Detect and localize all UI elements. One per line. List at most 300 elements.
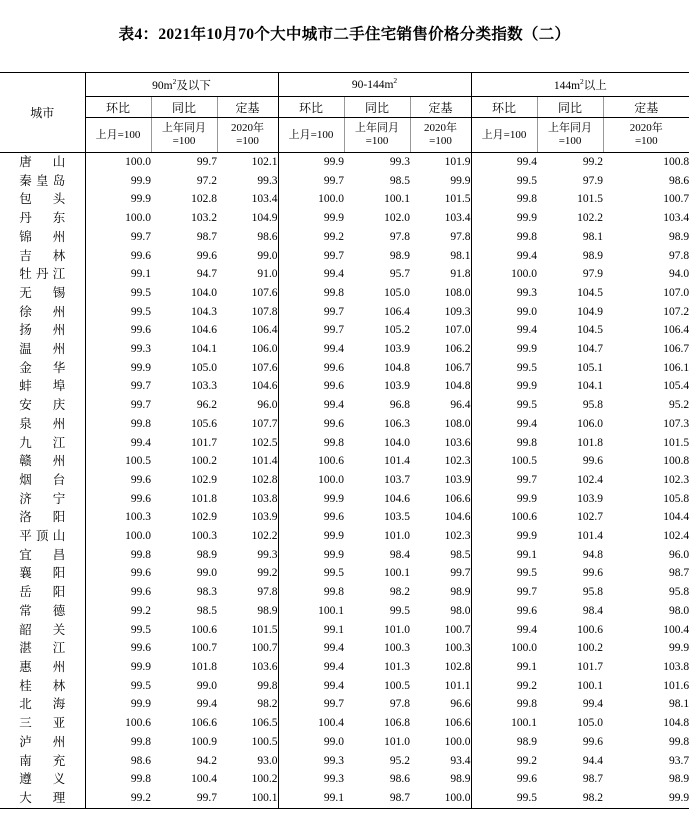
index-value: 106.3 — [384, 417, 411, 430]
index-value: 102.7 — [577, 511, 604, 524]
index-value: 98.7 — [344, 789, 410, 808]
index-value: 100.7 — [663, 193, 689, 206]
city-name-text: 大理 — [19, 789, 66, 805]
index-value: 96.0 — [217, 396, 278, 415]
city-name-text: 金华 — [19, 359, 66, 375]
index-value: 98.4 — [582, 604, 604, 617]
city-name-text: 包头 — [19, 191, 66, 207]
index-value: 101.0 — [384, 623, 411, 636]
base-header — [344, 118, 410, 153]
index-value: 105.4 — [663, 380, 689, 393]
index-value: 100.6 — [125, 717, 151, 730]
index-value: 99.1 — [323, 623, 345, 636]
index-value: 104.5 — [577, 286, 604, 299]
city-name — [0, 789, 85, 808]
index-value: 100.6 — [511, 511, 538, 524]
index-value: 94.2 — [196, 754, 217, 767]
index-value: 98.4 — [389, 548, 411, 561]
index-value: 101.3 — [384, 660, 411, 673]
index-value: 94.0 — [668, 268, 689, 281]
table-row — [0, 247, 689, 266]
index-value: 99.2 — [130, 604, 151, 617]
city-name-text: 三亚 — [19, 715, 66, 731]
index-value: 96.4 — [410, 396, 471, 415]
index-value: 95.7 — [389, 268, 411, 281]
index-value: 102.5 — [217, 434, 278, 453]
index-value: 100.0 — [125, 212, 151, 225]
index-value: 100.2 — [577, 642, 604, 655]
index-value: 99.9 — [516, 212, 538, 225]
city-name-text: 济宁 — [19, 490, 66, 506]
index-value: 100.3 — [384, 642, 411, 655]
table-row — [0, 564, 689, 583]
index-value: 104.4 — [663, 511, 689, 524]
city-name — [0, 321, 85, 340]
index-value: 99.4 — [323, 660, 345, 673]
index-value: 99.9 — [603, 789, 689, 808]
index-value: 98.9 — [196, 548, 217, 561]
base-header-line1: 上月=100 — [481, 128, 527, 141]
index-value: 99.7 — [323, 324, 345, 337]
index-value: 99.9 — [516, 343, 538, 356]
index-value: 102.4 — [577, 473, 604, 486]
index-value: 99.6 — [323, 380, 345, 393]
index-value: 100.3 — [410, 639, 471, 658]
city-name — [0, 658, 85, 677]
index-value: 98.0 — [668, 604, 689, 617]
index-value: 99.8 — [323, 436, 345, 449]
index-value: 103.9 — [577, 492, 604, 505]
index-value: 100.0 — [318, 473, 345, 486]
index-value: 99.4 — [323, 642, 345, 655]
index-value: 100.0 — [410, 789, 471, 808]
index-value: 101.8 — [191, 492, 217, 505]
sub-header: 同比 — [344, 97, 410, 118]
index-value: 99.9 — [130, 174, 151, 187]
index-value: 99.8 — [516, 193, 538, 206]
index-value: 98.1 — [410, 247, 471, 266]
index-value: 102.8 — [191, 193, 217, 206]
index-value: 99.5 — [130, 623, 151, 636]
index-value: 100.2 — [217, 770, 278, 789]
index-value: 100.1 — [511, 717, 538, 730]
index-value: 99.1 — [516, 660, 538, 673]
index-value: 107.0 — [410, 321, 471, 340]
index-value: 105.0 — [191, 361, 217, 374]
index-value: 106.6 — [410, 490, 471, 509]
index-value: 99.2 — [85, 789, 151, 808]
index-value: 102.2 — [217, 527, 278, 546]
index-value: 99.4 — [323, 343, 345, 356]
city-name-text: 牡丹江 — [19, 266, 66, 282]
city-name — [0, 733, 85, 752]
price-index-table — [0, 72, 689, 809]
table-row — [0, 639, 689, 658]
index-value: 99.5 — [130, 305, 151, 318]
index-value: 106.2 — [410, 340, 471, 359]
index-value: 100.7 — [191, 642, 217, 655]
index-value: 104.5 — [577, 324, 604, 337]
index-value: 99.6 — [582, 567, 604, 580]
index-value: 99.5 — [516, 361, 538, 374]
index-value: 99.6 — [130, 473, 151, 486]
index-value: 100.4 — [318, 717, 345, 730]
index-value: 99.6 — [582, 455, 604, 468]
city-name — [0, 434, 85, 453]
index-value: 99.3 — [217, 172, 278, 191]
index-value: 99.1 — [130, 268, 151, 281]
index-value: 106.4 — [663, 324, 689, 337]
base-header-line2: =100 — [172, 135, 196, 147]
sub-header: 同比 — [537, 97, 603, 118]
index-value: 94.4 — [582, 754, 604, 767]
index-value: 99.7 — [323, 698, 345, 711]
index-value: 99.4 — [516, 623, 538, 636]
city-name — [0, 247, 85, 266]
city-name — [0, 546, 85, 565]
table-row — [0, 396, 689, 415]
index-value: 98.6 — [217, 228, 278, 247]
table-row — [0, 471, 689, 490]
index-value: 100.3 — [191, 530, 217, 543]
index-value: 104.0 — [384, 436, 411, 449]
index-value: 99.4 — [130, 436, 151, 449]
index-value: 107.2 — [663, 305, 689, 318]
index-value: 97.8 — [668, 249, 689, 262]
index-value: 99.9 — [516, 492, 538, 505]
table-row — [0, 340, 689, 359]
index-value: 101.4 — [384, 455, 411, 468]
index-value: 99.3 — [516, 286, 538, 299]
index-value: 100.0 — [511, 642, 538, 655]
index-value: 105.8 — [663, 492, 689, 505]
index-value: 104.7 — [577, 343, 604, 356]
table-row — [0, 490, 689, 509]
index-value: 99.2 — [582, 156, 604, 168]
table-row — [0, 752, 689, 771]
city-name — [0, 677, 85, 696]
index-value: 99.7 — [196, 156, 217, 168]
city-name-text: 烟台 — [19, 471, 66, 487]
index-value: 97.9 — [582, 174, 604, 187]
index-value: 99.7 — [130, 230, 151, 243]
city-name-text: 温州 — [19, 341, 66, 357]
city-name — [0, 396, 85, 415]
index-value: 99.6 — [130, 324, 151, 337]
index-value: 104.3 — [191, 305, 217, 318]
table-row — [0, 695, 689, 714]
index-value: 98.9 — [668, 230, 689, 243]
city-column-header: 城市 — [0, 73, 85, 153]
index-value: 99.0 — [196, 567, 217, 580]
index-value: 104.6 — [217, 377, 278, 396]
index-value: 97.8 — [217, 583, 278, 602]
index-value: 103.2 — [191, 212, 217, 225]
index-value: 107.8 — [217, 303, 278, 322]
index-value: 98.9 — [668, 773, 689, 786]
index-value: 102.4 — [663, 530, 689, 543]
base-header-line2: =100 — [558, 135, 582, 147]
city-name — [0, 639, 85, 658]
index-value: 99.8 — [516, 698, 538, 711]
index-value: 106.6 — [191, 717, 217, 730]
index-value: 100.1 — [577, 679, 604, 692]
index-value: 99.5 — [389, 604, 411, 617]
index-value: 106.1 — [663, 361, 689, 374]
index-value: 99.3 — [130, 343, 151, 356]
index-value: 99.9 — [130, 698, 151, 711]
index-value: 99.8 — [130, 548, 151, 561]
index-value: 107.7 — [217, 415, 278, 434]
index-value: 100.5 — [511, 455, 538, 468]
index-value: 98.3 — [196, 586, 217, 599]
index-value: 98.5 — [196, 604, 217, 617]
index-value: 99.9 — [130, 361, 151, 374]
city-name — [0, 602, 85, 621]
base-header — [471, 118, 537, 153]
sub-header: 定基 — [410, 97, 471, 118]
base-header-line2: =100 — [365, 135, 389, 147]
city-name — [0, 527, 85, 546]
index-value: 100.1 — [318, 604, 345, 617]
table-row — [0, 321, 689, 340]
index-value: 102.3 — [410, 527, 471, 546]
city-name — [0, 490, 85, 509]
index-value: 104.9 — [577, 305, 604, 318]
table-row — [0, 265, 689, 284]
index-value: 100.6 — [577, 623, 604, 636]
index-value: 100.1 — [384, 193, 411, 206]
table-row — [0, 172, 689, 191]
index-value: 101.4 — [217, 452, 278, 471]
index-value: 106.4 — [384, 305, 411, 318]
index-value: 99.7 — [130, 380, 151, 393]
city-name-text: 蚌埠 — [19, 378, 66, 394]
base-header — [410, 118, 471, 153]
index-value: 100.1 — [217, 789, 278, 808]
index-value: 103.4 — [410, 209, 471, 228]
base-header-line1: 上月=100 — [288, 128, 334, 141]
index-value: 95.8 — [582, 586, 604, 599]
city-name — [0, 209, 85, 228]
index-value: 99.6 — [130, 249, 151, 262]
index-value: 99.5 — [471, 789, 537, 808]
index-value: 99.9 — [516, 380, 538, 393]
index-value: 107.6 — [217, 284, 278, 303]
index-value: 99.3 — [217, 546, 278, 565]
index-value: 103.9 — [410, 471, 471, 490]
index-value: 99.7 — [516, 473, 538, 486]
index-value: 99.8 — [323, 286, 345, 299]
base-header-line1: 上年同月 — [162, 122, 206, 134]
base-header-line1: 上年同月 — [548, 122, 593, 134]
index-value: 103.3 — [191, 380, 217, 393]
index-value: 106.4 — [217, 321, 278, 340]
table-row — [0, 190, 689, 209]
index-value: 99.4 — [323, 268, 345, 281]
city-name-text: 襄阳 — [19, 565, 66, 581]
index-value: 101.1 — [410, 677, 471, 696]
city-name-text: 徐州 — [19, 303, 66, 319]
city-name-text: 南充 — [19, 752, 66, 768]
city-name — [0, 452, 85, 471]
index-value: 107.0 — [663, 286, 689, 299]
index-value: 99.5 — [516, 399, 538, 412]
index-value: 99.7 — [323, 305, 345, 318]
index-value: 108.0 — [410, 284, 471, 303]
index-value: 103.8 — [217, 490, 278, 509]
index-value: 101.0 — [384, 530, 411, 543]
index-value: 99.8 — [130, 417, 151, 430]
index-value: 100.0 — [511, 268, 538, 281]
table-row — [0, 377, 689, 396]
city-name-text: 吉林 — [19, 247, 66, 263]
city-name-text: 惠州 — [19, 658, 66, 674]
index-value: 99.4 — [516, 417, 538, 430]
index-value: 96.2 — [196, 399, 217, 412]
city-name-text: 平顶山 — [19, 528, 66, 544]
index-value: 99.8 — [516, 436, 538, 449]
index-value: 100.4 — [191, 773, 217, 786]
index-value: 96.8 — [389, 399, 411, 412]
index-value: 99.6 — [196, 249, 217, 262]
city-name — [0, 172, 85, 191]
city-name-text: 安庆 — [19, 397, 66, 413]
index-value: 99.9 — [130, 193, 151, 206]
index-value: 101.7 — [191, 436, 217, 449]
city-name — [0, 583, 85, 602]
index-value: 102.8 — [217, 471, 278, 490]
index-value: 99.5 — [130, 286, 151, 299]
index-value: 99.9 — [323, 548, 345, 561]
table-row — [0, 209, 689, 228]
index-value: 106.7 — [663, 343, 689, 356]
base-header-line1: 上月=100 — [95, 128, 141, 141]
index-value: 102.1 — [217, 153, 278, 172]
index-value: 99.8 — [323, 586, 345, 599]
index-value: 101.8 — [191, 660, 217, 673]
index-value: 99.0 — [516, 305, 538, 318]
city-name-text: 秦皇岛 — [19, 172, 66, 188]
index-value: 93.4 — [410, 752, 471, 771]
city-name-text: 赣州 — [19, 453, 66, 469]
index-value: 104.6 — [410, 508, 471, 527]
index-value: 101.5 — [410, 190, 471, 209]
index-value: 101.5 — [663, 436, 689, 449]
index-value: 104.9 — [217, 209, 278, 228]
index-value: 105.2 — [384, 324, 411, 337]
sub-header: 定基 — [217, 97, 278, 118]
index-value: 100.6 — [191, 623, 217, 636]
index-value: 104.6 — [384, 492, 411, 505]
group-header-90-144: $90-144m^2$ — [278, 73, 471, 97]
city-name — [0, 752, 85, 771]
base-header-line1: 2020年 — [424, 122, 458, 134]
index-value: 99.0 — [196, 679, 217, 692]
index-value: 100.6 — [318, 455, 345, 468]
index-value: 99.5 — [130, 679, 151, 692]
index-value: 101.8 — [577, 436, 604, 449]
base-header — [151, 118, 217, 153]
index-value: 108.0 — [410, 415, 471, 434]
index-value: 98.2 — [217, 695, 278, 714]
city-name-text: 湛江 — [19, 640, 66, 656]
index-value: 96.6 — [410, 695, 471, 714]
index-value: 104.6 — [191, 324, 217, 337]
index-value: 100.8 — [663, 455, 689, 468]
index-value: 99.2 — [323, 230, 345, 243]
index-value: 98.7 — [668, 567, 689, 580]
index-value: 98.2 — [537, 789, 603, 808]
index-value: 98.6 — [130, 754, 151, 767]
city-name — [0, 508, 85, 527]
sub-header: 环比 — [278, 97, 344, 118]
group-header-over-144: $144m^2$以上 — [471, 73, 689, 97]
index-value: 99.0 — [323, 735, 345, 748]
city-name — [0, 770, 85, 789]
index-value: 100.5 — [125, 455, 151, 468]
index-value: 98.9 — [217, 602, 278, 621]
index-value: 93.7 — [668, 754, 689, 767]
city-name — [0, 284, 85, 303]
index-value: 99.8 — [130, 773, 151, 786]
index-value: 100.5 — [217, 733, 278, 752]
index-value: 98.5 — [410, 546, 471, 565]
index-value: 99.9 — [410, 172, 471, 191]
index-value: 103.4 — [217, 190, 278, 209]
index-value: 101.9 — [410, 153, 471, 172]
index-value: 95.2 — [668, 399, 689, 412]
index-value: 99.5 — [516, 174, 538, 187]
city-name — [0, 359, 85, 378]
table-row — [0, 153, 689, 172]
city-name — [0, 471, 85, 490]
index-value: 93.0 — [217, 752, 278, 771]
base-header-line2: =100 — [429, 135, 452, 147]
index-value: 103.4 — [663, 212, 689, 225]
index-value: 100.7 — [217, 639, 278, 658]
index-value: 98.1 — [668, 698, 689, 711]
city-name-text: 丹东 — [19, 210, 66, 226]
index-value: 91.8 — [410, 265, 471, 284]
index-value: 98.9 — [410, 770, 471, 789]
city-name — [0, 621, 85, 640]
table-row — [0, 284, 689, 303]
index-value: 97.2 — [196, 174, 217, 187]
table-row — [0, 789, 689, 808]
base-header-line1: 2020年 — [231, 122, 265, 134]
city-name — [0, 714, 85, 733]
index-value: 101.6 — [663, 679, 689, 692]
index-value: 99.3 — [323, 773, 345, 786]
index-value: 99.6 — [323, 511, 345, 524]
index-value: 99.6 — [130, 642, 151, 655]
index-value: 99.2 — [516, 679, 538, 692]
city-name-text: 常德 — [19, 602, 66, 618]
index-value: 103.8 — [663, 660, 689, 673]
index-value: 98.7 — [582, 773, 604, 786]
index-value: 107.6 — [217, 359, 278, 378]
index-value: 98.9 — [582, 249, 604, 262]
city-name — [0, 564, 85, 583]
index-value: 95.8 — [668, 586, 689, 599]
index-value: 99.9 — [323, 212, 345, 225]
index-value: 104.8 — [384, 361, 411, 374]
index-value: 102.2 — [577, 212, 604, 225]
city-name — [0, 377, 85, 396]
index-value: 98.2 — [389, 586, 411, 599]
city-name-text: 无锡 — [19, 284, 66, 300]
